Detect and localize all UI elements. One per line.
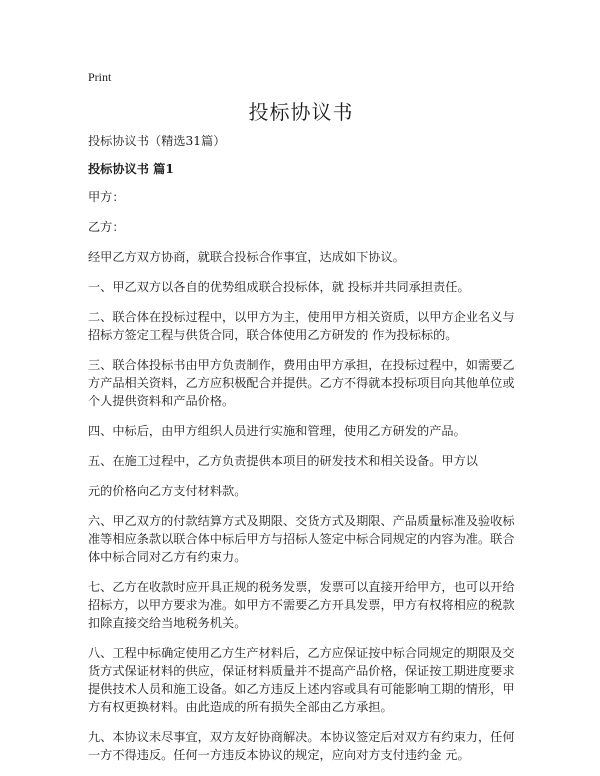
document-subtitle: 投标协议书（精选31篇） bbox=[88, 134, 226, 148]
paragraph-clause-2: 二、联合体在投标过程中，以甲方为主，使用甲方相关资质，以甲方企业名义与招标方签定工程与供货合同，联合体使用乙方研发的 作为投标标的。 bbox=[88, 310, 515, 342]
print-link[interactable]: Print bbox=[88, 70, 112, 84]
paragraph-clause-5-cont: 元的价格向乙方支付材料款。 bbox=[88, 484, 247, 498]
document-body bbox=[88, 132, 520, 774]
paragraph-clause-5: 五、在施工过程中，乙方负责提供本项目的研发技术和相关设备。甲方以 bbox=[88, 454, 478, 468]
paragraph-clause-9: 九、本协议未尽事宜，双方友好协商解决。本协议签定后对双方有约束力，任何一方不得违反。任何一方违反本协议的规定，应向对方支付违约金 元。 bbox=[88, 730, 515, 762]
paragraph-intro: 经甲乙方双方协商，就联合投标合作事宜，达成如下协议。 bbox=[88, 250, 405, 264]
paragraph-clause-7: 七、乙方在收款时应开具正规的税务发票，发票可以直接开给甲方，也可以开给招标方，以甲方要求为准。如甲方不需要乙方开具发票，甲方有权将相应的税款扣除直接交给当地税务机关。 bbox=[88, 580, 515, 630]
paragraph-clause-8: 八、工程中标确定使用乙方生产材料后，乙方应保证按中标合同规定的期限及交货方式保证材料的供应，保证材料质量并不提高产品价格，保证按工期进度要求提供技术人员和施工设备。如乙方违反上述内容或具有可能影响工期的情形，甲方有权更换材料。由此造成的所有损失全部由乙方承担。 bbox=[88, 646, 515, 714]
paragraph-clause-3: 三、联合体投标书由甲方负责制作，费用由甲方承担，在投标过程中，如需要乙方产品相关资料，乙方应积极配合并提供。乙方不得就本投标项目向其他单位或个人提供资料和产品价格。 bbox=[88, 358, 515, 408]
party-b-line: 乙方： bbox=[88, 220, 125, 234]
page-title: 投标协议书 bbox=[248, 100, 354, 124]
paragraph-clause-1: 一、甲乙双方以各自的优势组成联合投标体，就 投标并共同承担责任。 bbox=[88, 280, 470, 294]
party-a-line: 甲方： bbox=[88, 190, 125, 204]
section-heading: 投标协议书 篇1 bbox=[88, 162, 174, 176]
paragraph-clause-4: 四、中标后，由甲方组织人员进行实施和管理，使用乙方研发的产品。 bbox=[88, 424, 466, 438]
paragraph-clause-6: 六、甲乙双方的付款结算方式及期限、交货方式及期限、产品质量标准及验收标准等相应条款以联合体中标后甲方与招标人签定中标合同规定的内容为准。联合体中标合同对乙方有约束力。 bbox=[88, 514, 515, 564]
